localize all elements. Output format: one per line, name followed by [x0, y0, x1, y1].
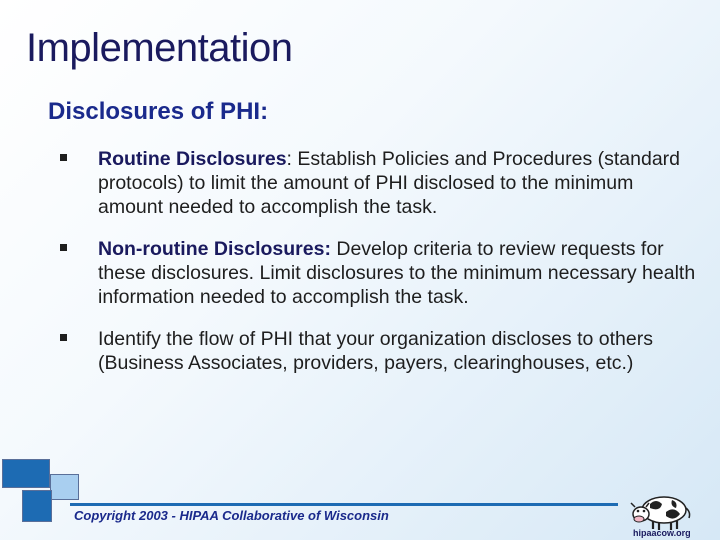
slide-subtitle: Disclosures of PHI:: [48, 98, 269, 125]
decorative-square: [50, 474, 79, 500]
bullet-item-non-routine: [60, 237, 700, 309]
logo-caption: hipaacow.org: [633, 528, 691, 538]
bullet-item-flow: [60, 327, 700, 375]
cow-logo-icon: [626, 490, 696, 532]
footer-divider: [70, 503, 618, 506]
bullet-lead: Routine Disclosures: [98, 148, 287, 170]
slide-title: Implementation: [26, 26, 293, 70]
bullet-lead: Non-routine Disclosures:: [98, 238, 331, 260]
decorative-square: [2, 459, 50, 488]
footer-copyright: Copyright 2003 - HIPAA Collaborative of Wisconsin: [74, 508, 389, 523]
bullet-text: Identify the flow of PHI that your organization discloses to others (Business Associates, providers, payers, clearinghouses, etc.): [98, 328, 653, 374]
bullet-square-icon: [60, 154, 67, 161]
bullet-text: Develop criteria to review requests for these disclosures. Limit disclosures to the minimum necessary health information needed to accomplish the task.: [98, 238, 696, 308]
decorative-square: [22, 490, 52, 522]
bullet-square-icon: [60, 334, 67, 341]
bullet-item-routine: [60, 147, 700, 219]
bullet-square-icon: [60, 244, 67, 251]
bullet-text: : Establish Policies and Procedures (standard protocols) to limit the amount of PHI disclosed to the minimum amount needed to accomplish the task.: [98, 148, 681, 218]
bullet-list: [60, 147, 700, 393]
